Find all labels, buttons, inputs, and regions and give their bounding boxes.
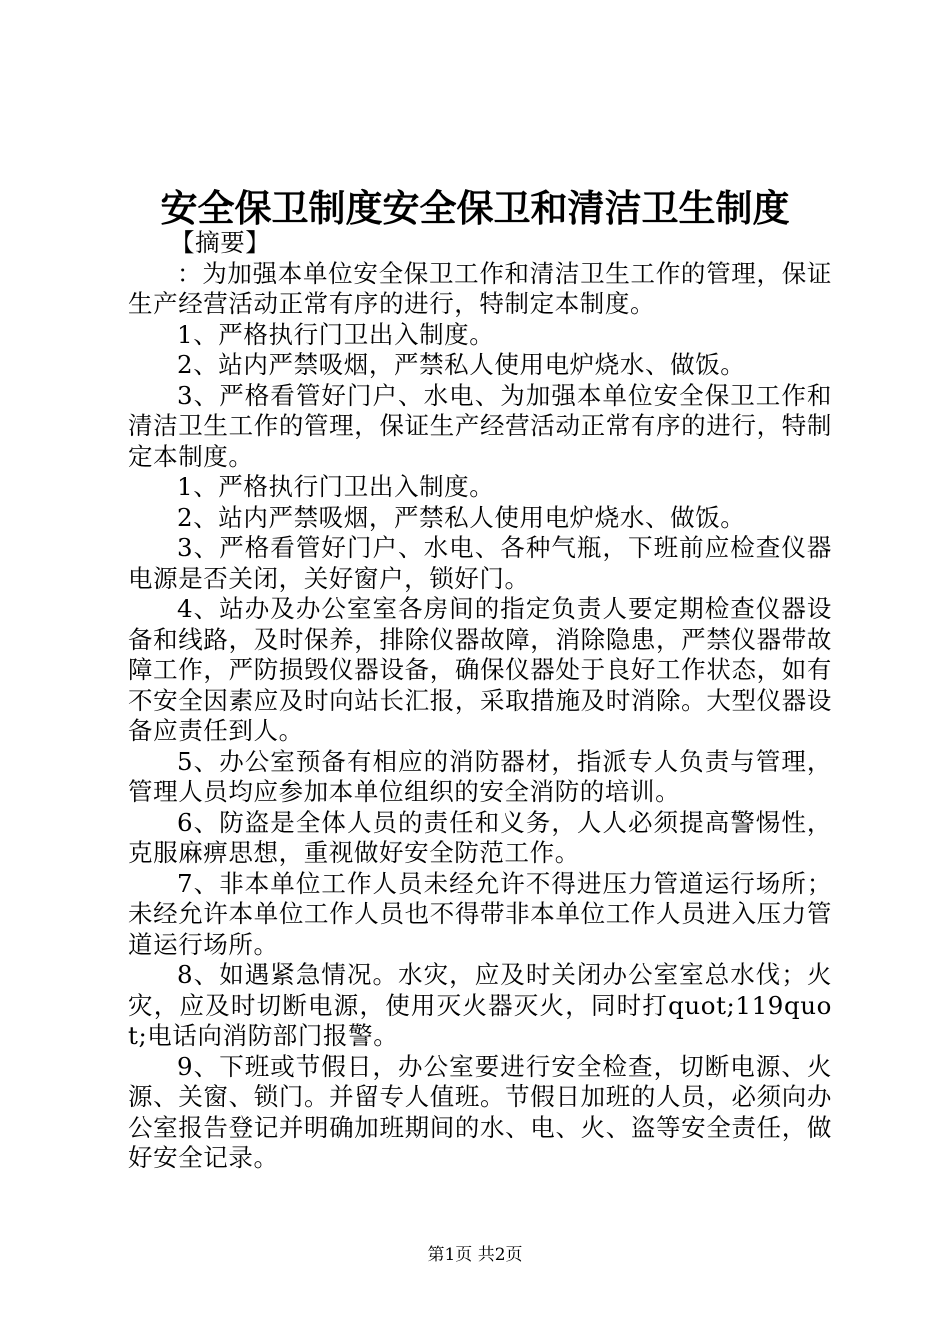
- paragraph: 1、严格执行门卫出入制度。: [177, 472, 495, 501]
- document-body: [128, 228, 832, 1174]
- page-footer: 第1页 共2页: [427, 1245, 523, 1265]
- paragraph: 1、严格执行门卫出入制度。: [177, 319, 495, 349]
- paragraph: 2、站内严禁吸烟，严禁私人使用电炉烧水、做饭。: [177, 350, 746, 379]
- paragraph: 5、办公室预备有相应的消防器材，指派专人负责与管理，管理人员均应参加本单位组织的安全消防的培训。: [128, 746, 832, 806]
- paragraph: 2、站内严禁吸烟，严禁私人使用电炉烧水、做饭。: [177, 502, 746, 532]
- abstract-label: 【摘要】: [170, 228, 271, 257]
- paragraph: 4、站办及办公室室各房间的指定负责人要定期检查仪器设备和线路，及时保养，排除仪器故障，消除隐患，严禁仪器带故障工作，严防损毁仪器设备，确保仪器处于良好工作状态，如有不安全因素应及时向站长汇报，采取措施及时消除。大型仪器设备应责任到人。: [128, 594, 832, 745]
- paragraph: 3、严格看管好门户、水电、各种气瓶，下班前应检查仪器电源是否关闭，关好窗户，锁好门。: [128, 533, 832, 593]
- paragraph: 9、下班或节假日，办公室要进行安全检查，切断电源、火源、关窗、锁门。并留专人值班。节假日加班的人员，必须向办公室报告登记并明确加班期间的水、电、火、盗等安全责任，做好安全记录。: [128, 1051, 832, 1172]
- paragraph: 3、严格看管好门户、水电、为加强本单位安全保卫工作和清洁卫生工作的管理，保证生产经营活动正常有序的进行，特制定本制度。: [128, 380, 832, 471]
- paragraph: ：为加强本单位安全保卫工作和清洁卫生工作的管理，保证生产经营活动正常有序的进行，特制定本制度。: [128, 258, 832, 318]
- paragraph: 8、如遇紧急情况。水灾，应及时关闭办公室室总水伐；火灾，应及时切断电源，使用灭火器灭火，同时打quot;119quot;电话向消防部门报警。: [128, 960, 832, 1050]
- paragraph: 6、防盗是全体人员的责任和义务，人人必须提高警惕性，克服麻痹思想，重视做好安全防范工作。: [128, 807, 832, 867]
- document-title: 安全保卫制度安全保卫和清洁卫生制度: [160, 186, 790, 230]
- paragraph: 7、非本单位工作人员未经允许不得进压力管道运行场所；未经允许本单位工作人员也不得带非本单位工作人员进入压力管道运行场所。: [128, 868, 832, 959]
